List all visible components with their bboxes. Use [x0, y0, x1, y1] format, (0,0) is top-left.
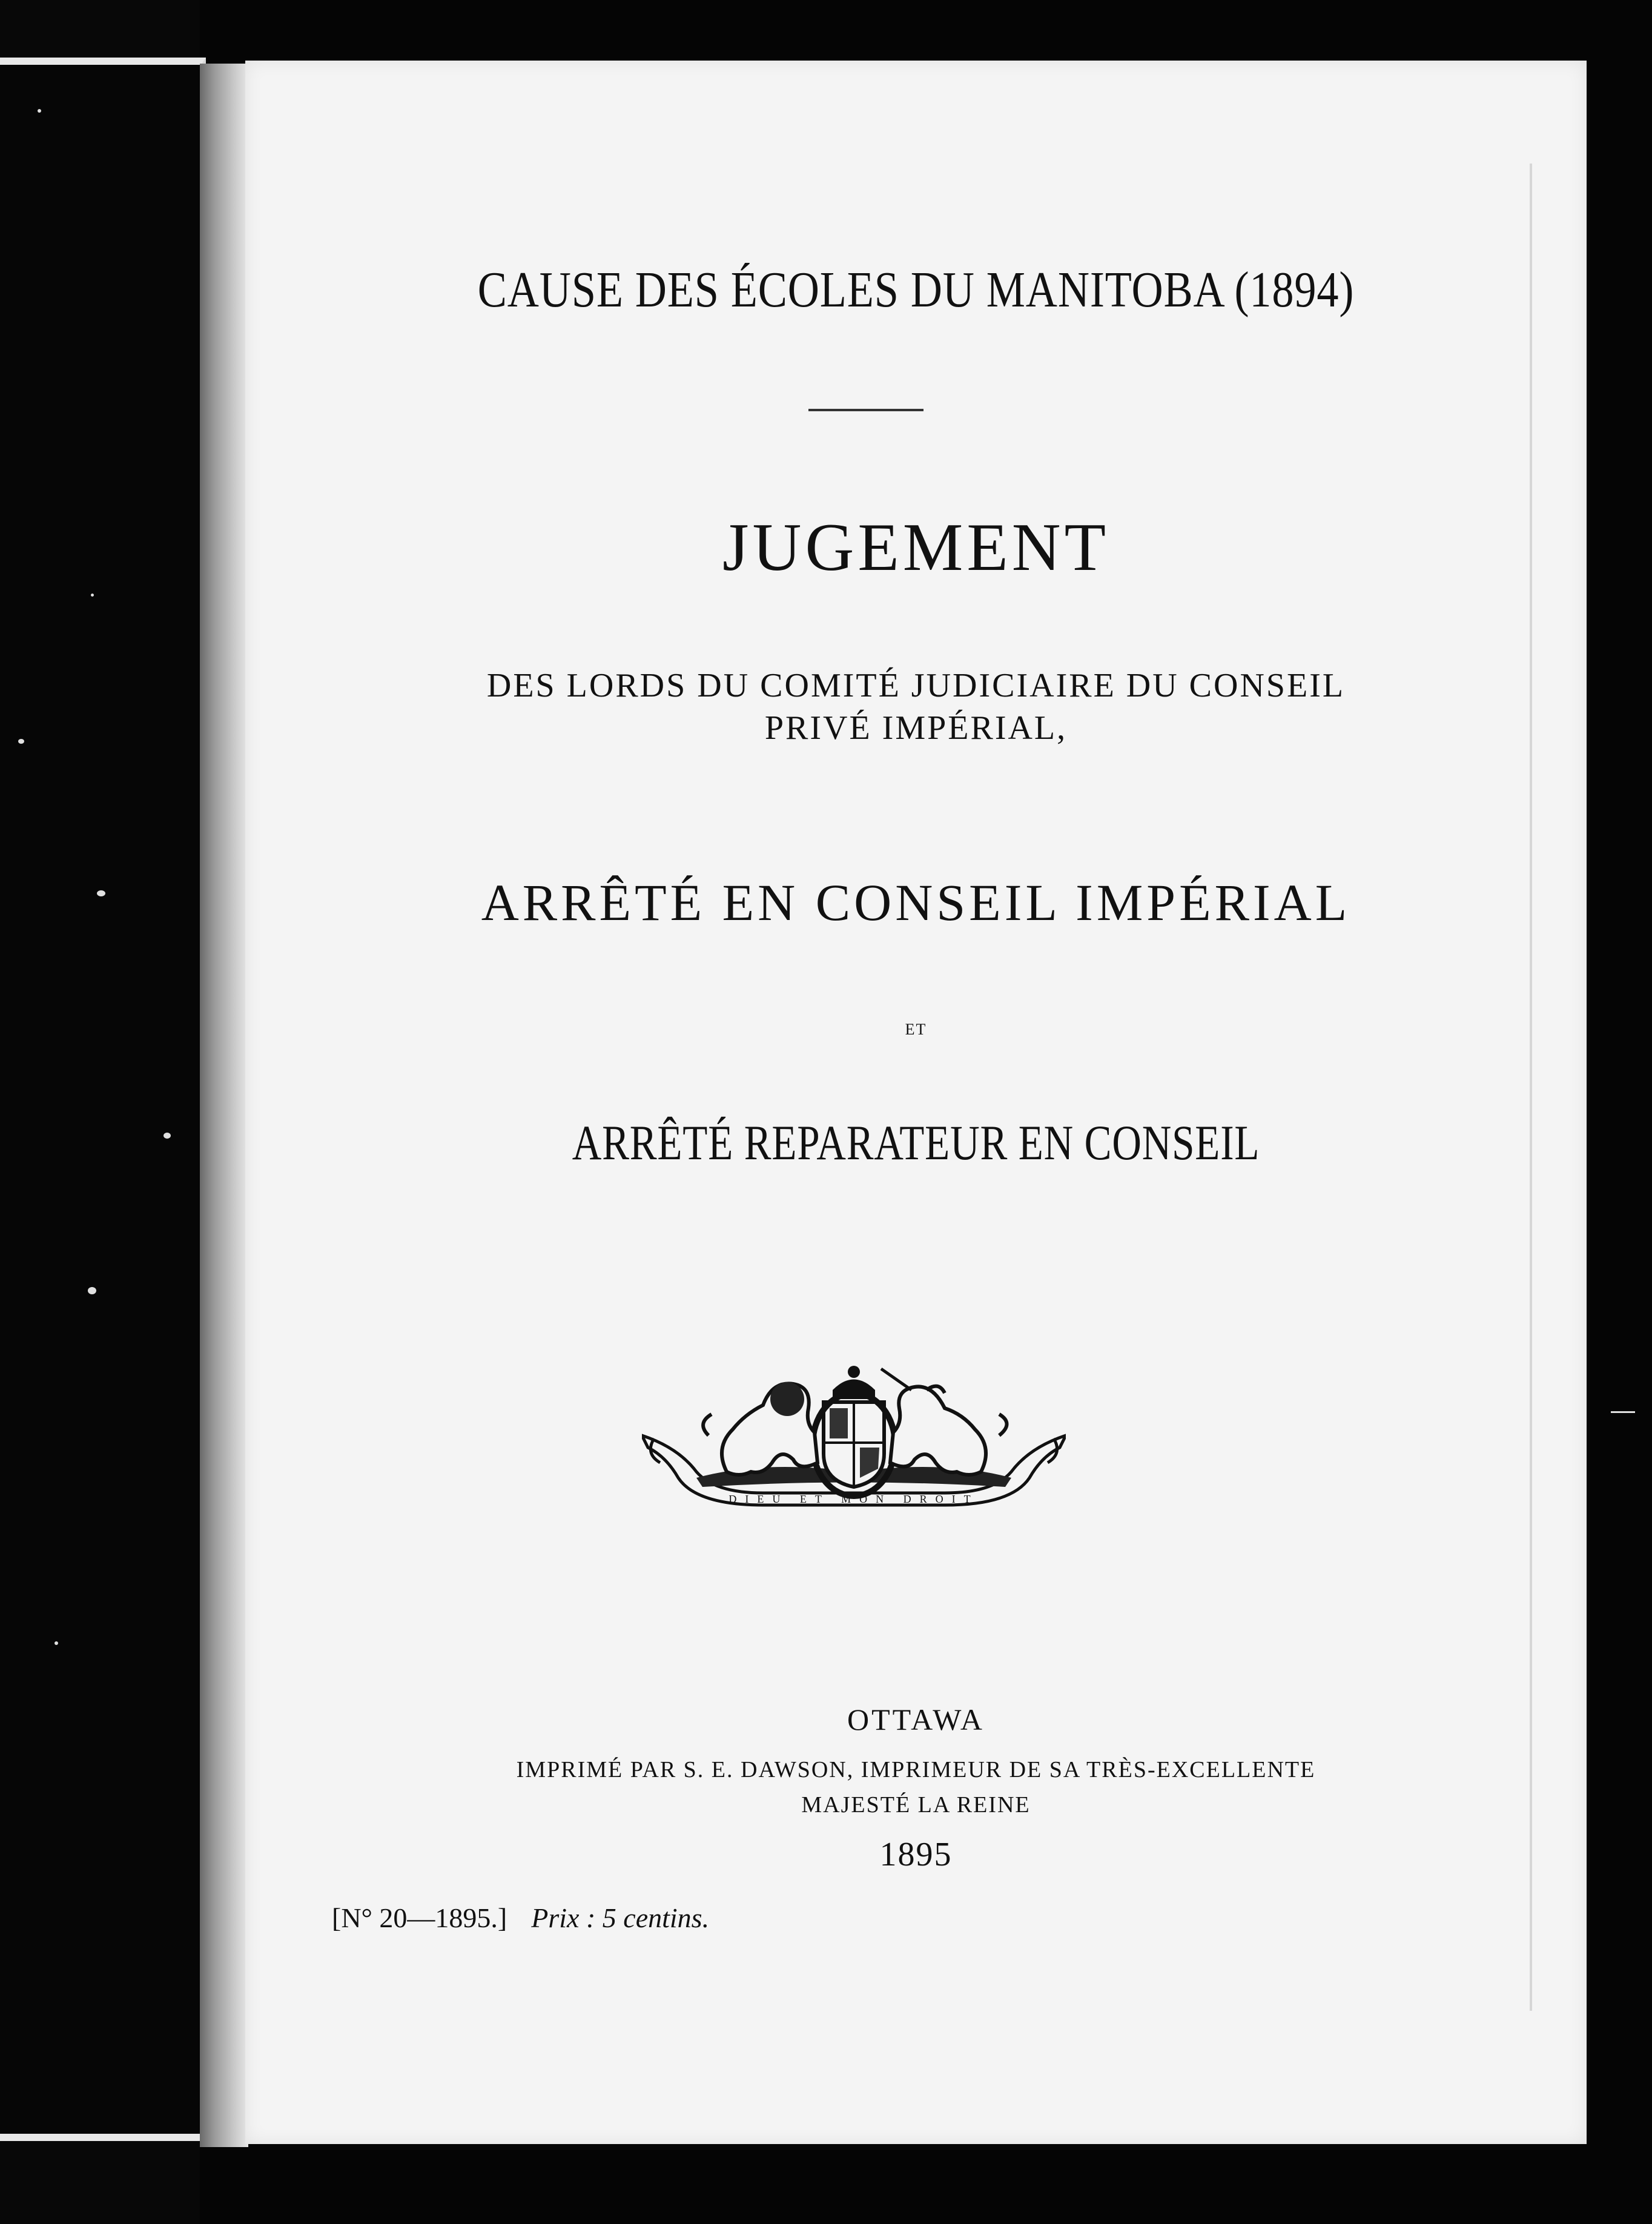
motto-text: DIEU ET MON DROIT	[729, 1493, 979, 1505]
scan-speck	[91, 594, 94, 597]
scan-right-background	[1587, 0, 1652, 2224]
subtitle-line-1: DES LORDS DU COMITÉ JUDICIAIRE DU CONSEIL	[486, 667, 1346, 704]
book-binding	[200, 64, 248, 2147]
imprint-year: 1895	[879, 1836, 953, 1873]
section-remedial-order: ARRÊTÉ REPARATEUR EN CONSEIL	[572, 1115, 1260, 1170]
scan-speck	[18, 739, 24, 744]
scan-speck	[38, 109, 41, 113]
price-value: 5 centins.	[602, 1902, 710, 1933]
title-page	[245, 61, 1587, 2144]
imprint-printer-line-2: MAJESTÉ LA REINE	[801, 1792, 1031, 1818]
section-imperial-order: ARRÊTÉ EN CONSEIL IMPÉRIAL	[481, 873, 1351, 932]
conjunction-et: ET	[905, 1021, 927, 1038]
document-number-and-price	[332, 1902, 709, 1934]
scan-speck	[88, 1287, 96, 1294]
document-title: CAUSE DES ÉCOLES DU MANITOBA (1894)	[477, 262, 1355, 318]
price-label: Prix :	[531, 1902, 596, 1933]
document-heading: JUGEMENT	[722, 510, 1110, 585]
scan-speck	[97, 890, 105, 896]
imprint-city: OTTAWA	[847, 1703, 985, 1736]
scan-speck	[164, 1133, 171, 1139]
scan-speck	[1611, 1411, 1635, 1413]
document-number: [N° 20—1895.]	[332, 1902, 507, 1933]
imprint-printer-line-1: IMPRIMÉ PAR S. E. DAWSON, IMPRIMEUR DE SA TRÈS-EXCELLENTE	[516, 1757, 1316, 1782]
scan-speck	[55, 1641, 58, 1645]
previous-page-edge	[0, 58, 206, 2141]
title-divider	[808, 409, 923, 411]
royal-coat-of-arms-icon	[642, 1357, 1066, 1538]
subtitle-line-2: PRIVÉ IMPÉRIAL,	[764, 709, 1068, 747]
